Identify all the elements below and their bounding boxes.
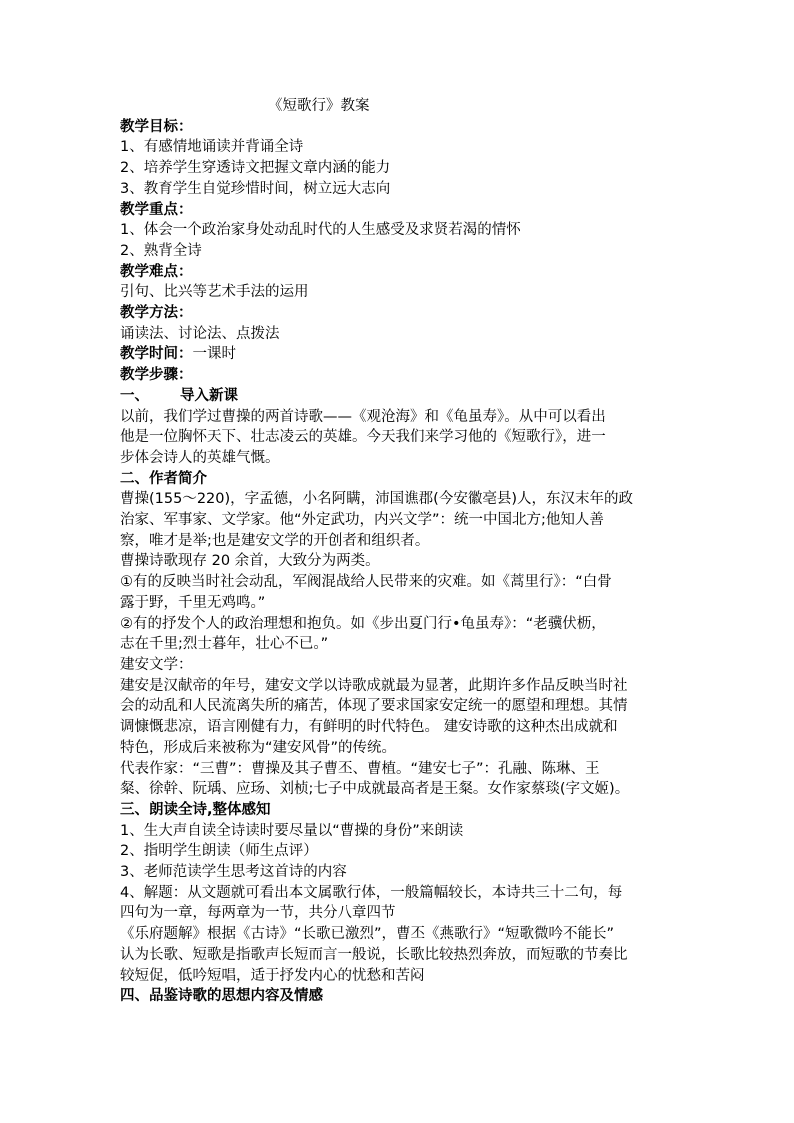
text-line: 较短促，低吟短唱，适于抒发内心的忧愁和苦闷 <box>120 967 425 984</box>
text-line: 2、指明学生朗读（师生点评） <box>120 843 318 860</box>
text-line: 他是一位胸怀天下、壮志凌云的英雄。今天我们来学习他的《短歌行》，进一 <box>120 429 606 446</box>
text-line: 曹操诗歌现存 20 余首，大致分为两类。 <box>120 553 380 570</box>
section-heading: 三、朗读全诗,整体感知 <box>120 801 271 818</box>
text-line: 建安文学： <box>120 656 193 673</box>
text-line: ①有的反映当时社会动乱，军阀混战给人民带来的灾难。如《蒿里行》：“白骨 <box>120 574 612 591</box>
text-line: 引句、比兴等艺术手法的运用 <box>120 284 309 301</box>
text-line: 露于野，千里无鸡鸣。” <box>120 594 266 611</box>
text-line: 2、熟背全诗 <box>120 242 202 259</box>
document-title: 《短歌行》教案 <box>268 98 370 114</box>
text-line: 代表作家：“三曹”：曹操及其子曹丕、曹植。“建安七子”：孔融、陈琳、王 <box>120 760 600 777</box>
text-line: 3、老师范读学生思考这首诗的内容 <box>120 864 347 881</box>
text-line: 特色，形成后来被称为“建安风骨”的传统。 <box>120 739 397 756</box>
section-heading-with-value <box>120 344 690 365</box>
text-line: 1、有感情地诵读并背诵全诗 <box>120 139 304 156</box>
section-heading: 教学目标： <box>120 118 193 135</box>
text-line: 察，唯才是举;也是建安文学的开创者和组织者。 <box>120 532 430 549</box>
text-line: 2、培养学生穿透诗文把握文章内涵的能力 <box>120 160 391 177</box>
text-line: 4、解题：从文题就可看出本文属歌行体，一般篇幅较长，本诗共三十二句，每 <box>120 884 623 901</box>
section-value: 一课时 <box>192 346 236 363</box>
text-line: 志在千里;烈士暮年，壮心不已。” <box>120 636 329 653</box>
section-heading: 教学方法： <box>120 305 193 322</box>
text-line: 粲、徐幹、阮瑀、应玚、刘桢;七子中成就最高者是王粲。女作家蔡琰(字文姬)。 <box>120 781 630 798</box>
text-line: 调慷慨悲凉，语言刚健有力，有鲜明的时代特色。 建安诗歌的这种杰出成就和 <box>120 719 618 736</box>
text-line: 步体会诗人的英雄气慨。 <box>120 449 280 466</box>
section-heading: 教学时间： <box>120 346 193 363</box>
text-line: 以前，我们学过曹操的两首诗歌——《观沧海》和《龟虽寿》。从中可以看出 <box>120 408 606 425</box>
step-title: 导入新课 <box>180 387 238 404</box>
text-line: 建安是汉献帝的年号，建安文学以诗歌成就最为显著，此期许多作品反映当时社 <box>120 677 628 694</box>
text-line: 1、体会一个政治家身处动乱时代的人生感受及求贤若渴的情怀 <box>120 222 521 239</box>
text-line: 会的动乱和人民流离失所的痛苦，体现了要求国家安定统一的愿望和理想。其情 <box>120 698 628 715</box>
section-heading: 教学步骤： <box>120 367 193 384</box>
text-line: 3、教育学生自觉珍惜时间，树立远大志向 <box>120 180 391 197</box>
text-line: 治家、军事家、文学家。他“外定武功，内兴文学”：统一中国北方;他知人善 <box>120 512 604 529</box>
text-line: 《乐府题解》根据《古诗》“长歌已激烈”，曹丕《燕歌行》“短歌微吟不能长” <box>120 926 615 943</box>
section-heading: 二、作者简介 <box>120 470 207 487</box>
section-heading: 四、品鉴诗歌的思想内容及情感 <box>120 988 323 1005</box>
text-line: ②有的抒发个人的政治理想和抱负。如《步出夏门行•龟虽寿》：“老骥伏枥， <box>120 615 606 632</box>
text-line: 1、生大声自读全诗读时要尽量以“曹操的身份”来朗读 <box>120 822 464 839</box>
text-line: 认为长歌、短歌是指歌声长短而言一般说，长歌比较热烈奔放，而短歌的节奏比 <box>120 946 628 963</box>
section-heading: 教学难点： <box>120 263 193 280</box>
document-page <box>120 96 690 1007</box>
text-line: 曹操(155～220)，字孟德，小名阿瞒，沛国谯郡(今安徽亳县)人，东汉末年的政 <box>120 491 633 508</box>
text-line: 诵读法、讨论法、点拨法 <box>120 325 280 342</box>
step-number: 一、 <box>120 387 149 404</box>
document-body <box>120 117 690 1007</box>
text-line: 四句为一章，每两章为一节，共分八章四节 <box>120 905 396 922</box>
section-heading: 教学重点： <box>120 201 193 218</box>
step-heading <box>120 386 690 407</box>
